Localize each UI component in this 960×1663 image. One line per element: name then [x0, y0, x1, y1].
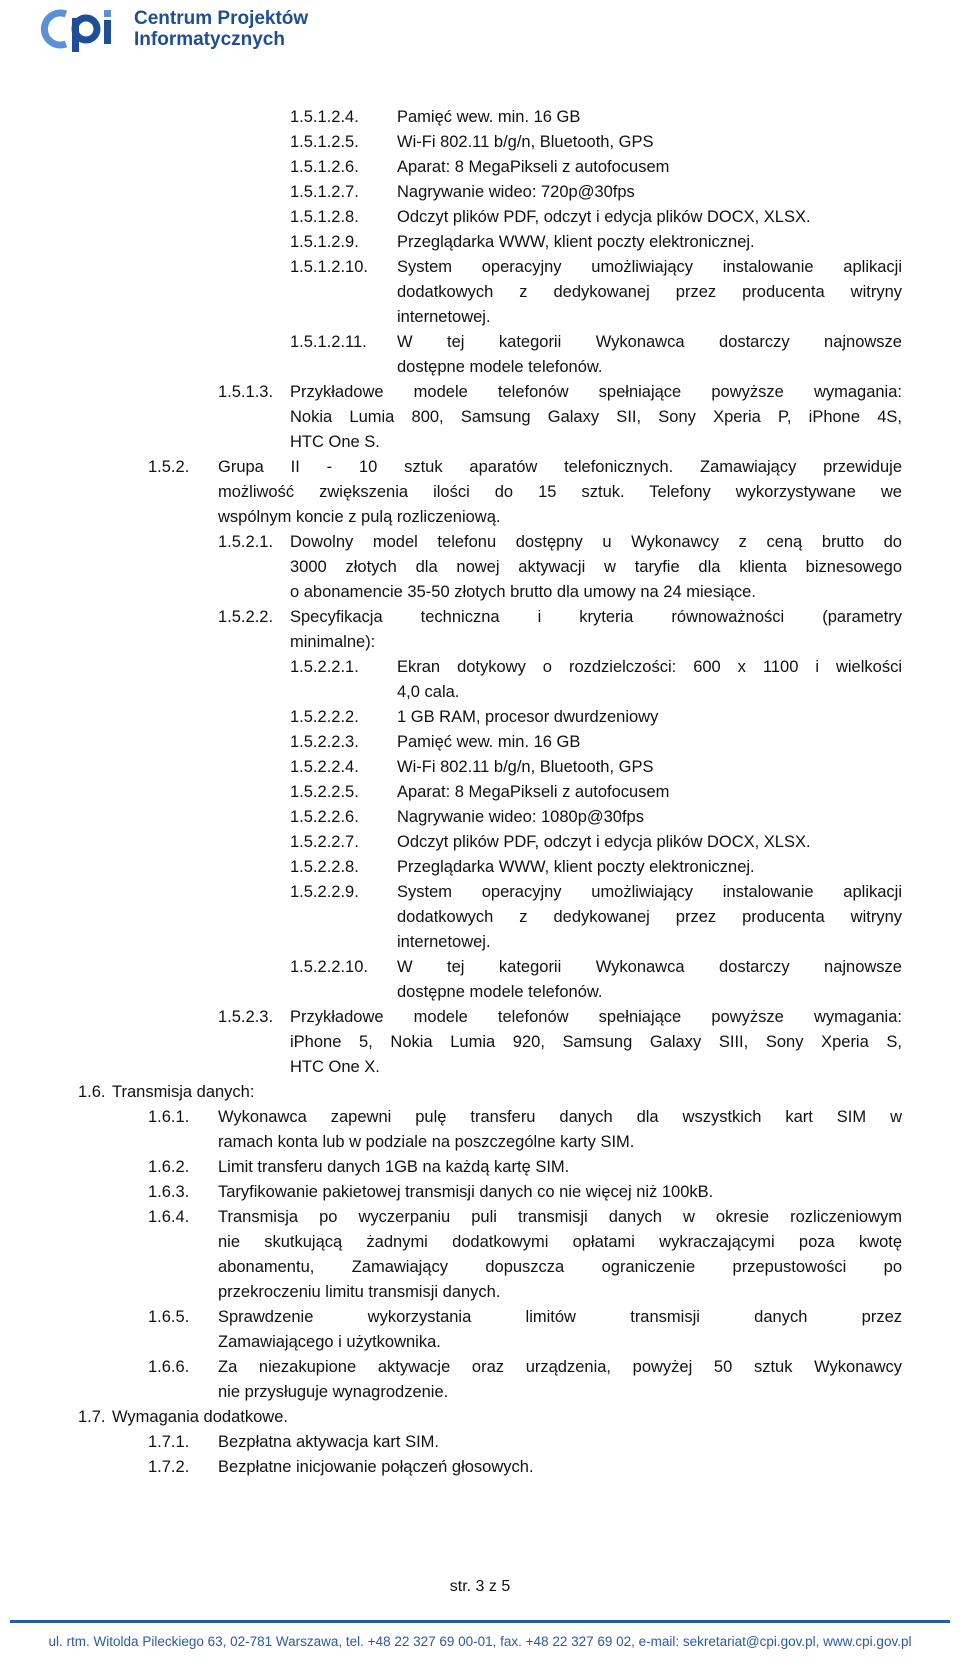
section-number: 1.5.1.2.4. [290, 108, 359, 126]
section-number: 1.7.1. [148, 1433, 190, 1451]
line-text: Sprawdzenie wykorzystania limitów transmisji danych przez [218, 1308, 902, 1326]
line-text: Nagrywanie wideo: 1080p@30fps [397, 808, 644, 826]
section-number: 1.6.2. [148, 1158, 190, 1176]
company-name-line2: Informatycznych [134, 29, 285, 50]
line-text: dodatkowych z dedykowanej przez producenta witryny [397, 283, 902, 301]
section-number: 1.5.2.2.9. [290, 883, 359, 901]
company-name-line1: Centrum Projektów [134, 8, 309, 29]
line-text: System operacyjny umożliwiający instalowanie aplikacji [397, 883, 902, 901]
line-text: W tej kategorii Wykonawca dostarczy najnowsze [397, 958, 902, 976]
section-number: 1.6.6. [148, 1358, 190, 1376]
section-number: 1.5.2.2.3. [290, 733, 359, 751]
section-number: 1.5.1.3. [218, 383, 274, 401]
section-number: 1.6.1. [148, 1108, 190, 1126]
section-number: 1.5.2.1. [218, 533, 274, 551]
line-text: Przykładowe modele telefonów spełniające powyższe wymagania: [290, 1008, 902, 1026]
line-text: Przykładowe modele telefonów spełniające powyższe wymagania: [290, 383, 902, 401]
footer-address: ul. rtm. Witolda Pileckiego 63, 02-781 Warszawa, tel. +48 22 327 69 00-01, fax. +48 22 327 69 02, e-mail: sekretariat@cpi.gov.pl, www.cpi.gov.pl [48, 1634, 912, 1649]
line-text: 3000 złotych dla nowej aktywacji w taryfie dla klienta biznesowego [290, 558, 902, 576]
line-text: Wi-Fi 802.11 b/g/n, Bluetooth, GPS [397, 758, 654, 776]
line-text: Pamięć wew. min. 16 GB [397, 733, 581, 751]
section-number: 1.5.1.2.6. [290, 158, 359, 176]
line-text: Aparat: 8 MegaPikseli z autofocusem [397, 783, 670, 801]
line-text: Przeglądarka WWW, klient poczty elektronicznej. [397, 233, 755, 251]
line-text: Nokia Lumia 800, Samsung Galaxy SII, Sony Xperia P, iPhone 4S, [290, 408, 902, 426]
line-text: możliwość zwiększenia ilości do 15 sztuk. Telefony wykorzystywane we [218, 483, 902, 501]
line-text: System operacyjny umożliwiający instalowanie aplikacji [397, 258, 902, 276]
footer-divider [10, 1620, 950, 1623]
cpi-logo-icon [38, 4, 128, 54]
line-text: nie skutkującą żadnymi dodatkowymi opłatami wykraczającymi poza kwotę [218, 1233, 902, 1251]
line-text: ramach konta lub w podziale na poszczególne karty SIM. [218, 1133, 635, 1151]
line-text: HTC One S. [290, 433, 380, 451]
line-text: Limit transferu danych 1GB na każdą kartę SIM. [218, 1158, 570, 1176]
line-text: Taryfikowanie pakietowej transmisji danych co nie więcej niż 100kB. [218, 1183, 714, 1201]
line-text: przekroczeniu limitu transmisji danych. [218, 1283, 501, 1301]
line-text: Wykonawca zapewni pulę transferu danych dla wszystkich kart SIM w [218, 1108, 902, 1126]
section-number: 1.5.1.2.7. [290, 183, 359, 201]
line-text: Grupa II - 10 sztuk aparatów telefonicznych. Zamawiający przewiduje [218, 458, 902, 476]
section-number: 1.6. [78, 1083, 106, 1101]
section-number: 1.7.2. [148, 1458, 190, 1476]
line-text: Odczyt plików PDF, odczyt i edycja plików DOCX, XLSX. [397, 833, 811, 851]
line-text: Odczyt plików PDF, odczyt i edycja plików DOCX, XLSX. [397, 208, 811, 226]
line-text: nie przysługuje wynagrodzenie. [218, 1383, 449, 1401]
section-number: 1.5.2. [148, 458, 190, 476]
section-number: 1.5.2.2.2. [290, 708, 359, 726]
section-number: 1.7. [78, 1408, 106, 1426]
line-text: iPhone 5, Nokia Lumia 920, Samsung Galaxy SIII, Sony Xperia S, [290, 1033, 902, 1051]
line-text: dodatkowych z dedykowanej przez producenta witryny [397, 908, 902, 926]
line-text: Przeglądarka WWW, klient poczty elektronicznej. [397, 858, 755, 876]
section-number: 1.5.2.3. [218, 1008, 274, 1026]
section-number: 1.5.2.2.4. [290, 758, 359, 776]
company-name [134, 8, 308, 50]
line-text: Wymagania dodatkowe. [112, 1408, 288, 1426]
section-number: 1.5.2.2.1. [290, 658, 359, 676]
line-text: Specyfikacja techniczna i kryteria równoważności (parametry [290, 608, 902, 626]
section-number: 1.6.5. [148, 1308, 190, 1326]
line-text: dostępne modele telefonów. [397, 983, 603, 1001]
line-text: Pamięć wew. min. 16 GB [397, 108, 581, 126]
line-text: Ekran dotykowy o rozdzielczości: 600 x 1100 i wielkości [397, 658, 902, 676]
section-number: 1.5.2.2. [218, 608, 274, 626]
line-text: Nagrywanie wideo: 720p@30fps [397, 183, 635, 201]
line-text: internetowej. [397, 308, 491, 326]
section-number: 1.5.2.2.5. [290, 783, 359, 801]
line-text: Transmisja po wyczerpaniu puli transmisji danych w okresie rozliczeniowym [218, 1208, 902, 1226]
line-text: Bezpłatna aktywacja kart SIM. [218, 1433, 440, 1451]
section-number: 1.5.1.2.9. [290, 233, 359, 251]
line-text: o abonamencie 35-50 złotych brutto dla umowy na 24 miesiące. [290, 583, 756, 601]
line-text: Transmisja danych: [112, 1083, 255, 1101]
section-number: 1.5.1.2.5. [290, 133, 359, 151]
line-text: 4,0 cala. [397, 683, 460, 701]
line-text: Aparat: 8 MegaPikseli z autofocusem [397, 158, 670, 176]
section-number: 1.5.1.2.10. [290, 258, 368, 276]
section-number: 1.5.2.2.6. [290, 808, 359, 826]
line-text: Bezpłatne inicjowanie połączeń głosowych. [218, 1458, 534, 1476]
line-text: minimalne): [290, 633, 376, 651]
section-number: 1.5.2.2.7. [290, 833, 359, 851]
line-text: Za niezakupione aktywacje oraz urządzenia, powyżej 50 sztuk Wykonawcy [218, 1358, 902, 1376]
line-text: Dowolny model telefonu dostępny u Wykonawcy z ceną brutto do [290, 533, 902, 551]
line-text: Zamawiającego i użytkownika. [218, 1333, 441, 1351]
section-number: 1.6.4. [148, 1208, 190, 1226]
page-number: str. 3 z 5 [449, 1578, 511, 1595]
section-number: 1.5.2.2.10. [290, 958, 368, 976]
line-text: HTC One X. [290, 1058, 380, 1076]
line-text: abonamentu, Zamawiający dopuszcza ograniczenie przepustowości po [218, 1258, 902, 1276]
line-text: W tej kategorii Wykonawca dostarczy najnowsze [397, 333, 902, 351]
section-number: 1.5.1.2.8. [290, 208, 359, 226]
section-number: 1.5.2.2.8. [290, 858, 359, 876]
section-number: 1.5.1.2.11. [290, 333, 367, 351]
line-text: wspólnym koncie z pulą rozliczeniową. [218, 508, 501, 526]
line-text: dostępne modele telefonów. [397, 358, 603, 376]
page-header [38, 4, 438, 54]
line-text: 1 GB RAM, procesor dwurdzeniowy [397, 708, 659, 726]
section-number: 1.6.3. [148, 1183, 190, 1201]
line-text: internetowej. [397, 933, 491, 951]
line-text: Wi-Fi 802.11 b/g/n, Bluetooth, GPS [397, 133, 654, 151]
